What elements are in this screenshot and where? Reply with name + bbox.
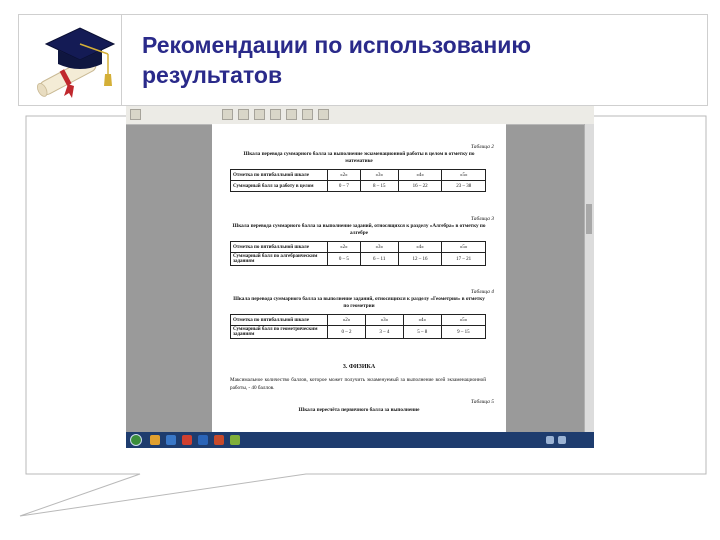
table-row — [231, 253, 486, 266]
table-cell: Суммарный балл по геометрическим заданиям — [231, 326, 328, 339]
graduation-cap-diploma-logo — [18, 14, 122, 106]
toolbar-button[interactable] — [270, 109, 281, 120]
data-table — [230, 314, 486, 339]
toolbar-button[interactable] — [130, 109, 141, 120]
table-row — [231, 315, 486, 326]
table-cell: 8 – 15 — [360, 181, 398, 192]
table-cell: Суммарный балл по алгебраическим заданиям — [231, 253, 328, 266]
page-title-line-2: результатов — [142, 62, 283, 88]
table-cell: «3» — [360, 242, 398, 253]
word-toolbar — [126, 106, 594, 125]
media-player-icon[interactable] — [182, 435, 192, 445]
table-cell: 0 – 7 — [328, 181, 361, 192]
section-heading: 3. ФИЗИКА — [342, 364, 376, 370]
table-title: Шкала перевода суммарного балла за выполнение экзаменационной работы в целом в отметку по математике — [243, 151, 475, 164]
table-cell: 0 – 2 — [328, 326, 366, 339]
table-cell: Отметка по пятибалльной шкале — [231, 170, 328, 181]
table-cell: «2» — [328, 242, 361, 253]
table-cell: «3» — [365, 315, 403, 326]
toolbar-button[interactable] — [222, 109, 233, 120]
table-caption: Таблица 2 — [470, 144, 494, 150]
table-cell: «4» — [398, 170, 442, 181]
table-row — [231, 181, 486, 192]
data-table — [230, 241, 486, 266]
volume-icon[interactable] — [558, 436, 566, 444]
table-cell: Отметка по пятибалльной шкале — [231, 315, 328, 326]
folder-icon[interactable] — [150, 435, 160, 445]
powerpoint-icon[interactable] — [214, 435, 224, 445]
table-cell: «4» — [403, 315, 441, 326]
table-caption: Таблица 4 — [470, 289, 494, 295]
scrollbar-thumb[interactable] — [586, 204, 592, 234]
table-cell: 3 – 4 — [365, 326, 403, 339]
table-cell: «5» — [442, 242, 486, 253]
table-cell: Суммарный балл за работу в целом — [231, 181, 328, 192]
table-cell: 12 – 16 — [398, 253, 442, 266]
page-title-line-1: Рекомендации по использованию — [142, 32, 532, 58]
table-cell: 9 – 15 — [441, 326, 485, 339]
word-icon[interactable] — [198, 435, 208, 445]
table-caption: Таблица 5 — [470, 399, 494, 405]
table-cell: 16 – 22 — [398, 181, 442, 192]
page-title — [142, 30, 682, 90]
embedded-screenshot — [126, 106, 594, 448]
document-page — [212, 124, 506, 432]
table-title: Шкала перевода суммарного балла за выполнение заданий, относящихся к разделу «Геометрия» в отметку по геометрии — [233, 296, 485, 309]
tray-icon[interactable] — [546, 436, 554, 444]
start-button[interactable] — [130, 434, 142, 446]
table-cell: 6 – 11 — [360, 253, 398, 266]
table-cell: «2» — [328, 315, 366, 326]
section-paragraph: Максимальное количество баллов, которое может получить экзаменуемый за выполнение всей экзаменационной работы, - 40 баллов. — [230, 377, 486, 391]
windows-taskbar — [126, 432, 594, 448]
toolbar-button[interactable] — [286, 109, 297, 120]
table-row — [231, 326, 486, 339]
vertical-scrollbar[interactable] — [584, 124, 594, 432]
table-title: Шкала перевода суммарного балла за выполнение заданий, относящихся к разделу «Алгебра» в отметку по алгебре — [232, 223, 486, 236]
table-cell: «5» — [441, 315, 485, 326]
table-cell: «4» — [398, 242, 442, 253]
table-row — [231, 242, 486, 253]
data-table — [230, 169, 486, 192]
logo-frame — [18, 14, 122, 106]
app-icon[interactable] — [230, 435, 240, 445]
table-cell: 23 – 38 — [442, 181, 486, 192]
browser-icon[interactable] — [166, 435, 176, 445]
toolbar-button[interactable] — [238, 109, 249, 120]
table-cell: 0 – 5 — [328, 253, 361, 266]
table-cell: 17 – 21 — [442, 253, 486, 266]
table-title: Шкала пересчёта первичного балла за выполнение — [298, 407, 420, 413]
table-cell: «3» — [360, 170, 398, 181]
toolbar-button[interactable] — [254, 109, 265, 120]
table-caption: Таблица 3 — [470, 216, 494, 222]
table-cell: Отметка по пятибалльной шкале — [231, 242, 328, 253]
table-row — [231, 170, 486, 181]
table-cell: «2» — [328, 170, 361, 181]
table-cell: «5» — [442, 170, 486, 181]
table-cell: 5 – 8 — [403, 326, 441, 339]
toolbar-button[interactable] — [302, 109, 313, 120]
toolbar-button[interactable] — [318, 109, 329, 120]
